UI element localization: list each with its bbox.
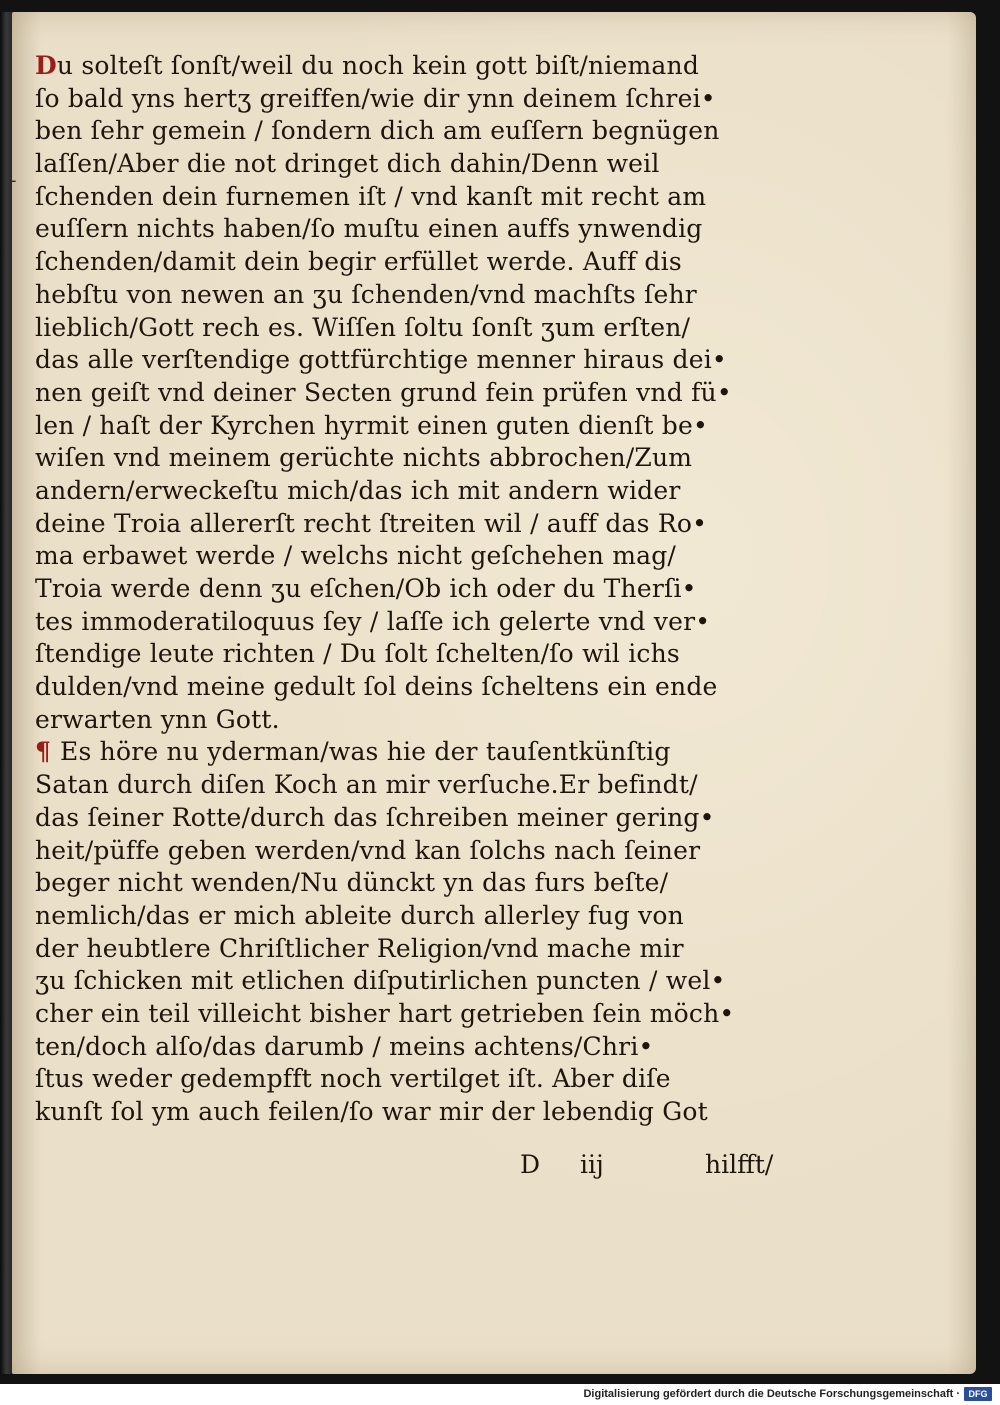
text-line xyxy=(35,671,780,704)
text-line xyxy=(35,802,780,835)
line-text: ſtus weder gedempfft noch vertilget iſt. Aber diſe xyxy=(35,1064,671,1094)
margin-mark: - xyxy=(10,170,17,191)
text-block xyxy=(35,50,780,1129)
line-text: andern/erweckeſtu mich/das ich mit andern wider xyxy=(35,475,681,505)
signature-mark: D xyxy=(520,1150,541,1179)
line-text: euſſern nichts haben/ſo muſtu einen auffs ynwendig xyxy=(35,214,703,244)
line-text: beger nicht wenden/Nu dünckt yn das furs beſte/ xyxy=(35,868,669,898)
text-line xyxy=(35,606,780,639)
text-line xyxy=(35,1031,780,1064)
text-line xyxy=(35,638,780,671)
text-line xyxy=(35,867,780,900)
credit-text: Digitalisierung gefördert durch die Deutsche Forschungsgemeinschaft · xyxy=(583,1388,960,1400)
text-line xyxy=(35,704,780,737)
line-text: ſo bald yns hertʒ greiffen/wie dir ynn deinem ſchrei• xyxy=(35,83,716,113)
text-line xyxy=(35,279,780,312)
text-line xyxy=(35,246,780,279)
text-line xyxy=(35,344,780,377)
line-text: heit/püffe geben werden/vnd kan ſolchs nach ſeiner xyxy=(35,835,701,865)
line-text: tes immoderatiloquus ſey / laſſe ich gelerte vnd ver• xyxy=(35,606,711,636)
line-text: dulden/vnd meine gedult ſol deins ſcheltens ein ende xyxy=(35,672,718,702)
line-text: kunſt ſol ym auch feilen/ſo war mir der lebendig Got xyxy=(35,1097,708,1126)
line-text: erwarten ynn Gott. xyxy=(35,704,280,734)
line-text: Troia werde denn ʒu eſchen/Ob ich oder du Therſi• xyxy=(35,574,697,603)
text-line xyxy=(35,377,780,410)
line-text: ten/doch alſo/das darumb / meins achtens/Chri• xyxy=(35,1031,654,1061)
initial-letter: ¶ xyxy=(35,737,61,767)
line-text: ma erbawet werde / welchs nicht geſchehen mag/ xyxy=(35,541,677,571)
dfg-logo: DFG xyxy=(964,1387,992,1401)
line-text: das alle verſtendige gottfürchtige menner hiraus dei• xyxy=(35,345,727,375)
line-text: ſchenden dein furnemen iſt / vnd kanſt mit recht am xyxy=(35,181,707,211)
text-line xyxy=(35,50,780,83)
text-line xyxy=(35,148,780,181)
line-text: Satan durch diſen Koch an mir verſuche.Er befindt/ xyxy=(35,770,698,800)
line-text: ben ſehr gemein / ſondern dich am euſſern begnügen xyxy=(35,116,720,146)
text-line xyxy=(35,181,780,214)
text-line xyxy=(35,933,780,966)
text-line xyxy=(35,540,780,573)
line-text: cher ein teil villeicht bisher hart getrieben ſein möch• xyxy=(35,998,735,1028)
line-text: ſtendige leute richten / Du ſolt ſchelten/ſo wil ichs xyxy=(35,639,680,669)
text-line xyxy=(35,83,780,116)
text-line xyxy=(35,998,780,1031)
text-line xyxy=(35,835,780,868)
line-text: der heubtlere Chriſtlicher Religion/vnd mache mir xyxy=(35,933,684,963)
text-line xyxy=(35,573,780,606)
text-line xyxy=(35,1063,780,1096)
text-line xyxy=(35,1096,780,1129)
text-line xyxy=(35,508,780,541)
text-line xyxy=(35,769,780,802)
text-line xyxy=(35,900,780,933)
line-text: Es höre nu yderman/was hie der tauſentkünſtig xyxy=(60,737,671,767)
text-line xyxy=(35,213,780,246)
line-text: das ſeiner Rotte/durch das ſchreiben meiner gering• xyxy=(35,802,715,832)
line-text: u solteſt ſonſt/weil du noch kein gott biſt/niemand xyxy=(56,51,700,80)
line-text: lieblich/Gott rech es. Wiſſen ſoltu ſonſt ʒum erſten/ xyxy=(35,312,691,342)
line-text: nemlich/das er mich ableite durch allerley fug von xyxy=(35,900,684,930)
text-line xyxy=(35,442,780,475)
text-line xyxy=(35,115,780,148)
catchword: hilfft/ xyxy=(705,1150,774,1179)
signature-number: iij xyxy=(580,1150,604,1179)
line-text: wiſen vnd meinem gerüchte nichts abbrochen/Zum xyxy=(35,443,693,473)
text-line xyxy=(35,410,780,443)
text-line xyxy=(35,965,780,998)
line-text: hebſtu von newen an ʒu ſchenden/vnd machſts ſehr xyxy=(35,279,697,309)
initial-letter: D xyxy=(35,51,57,80)
text-line xyxy=(35,736,780,769)
line-text: laſſen/Aber die not dringet dich dahin/Denn weil xyxy=(35,149,660,179)
line-text: len / haſt der Kyrchen hyrmit einen guten dienſt be• xyxy=(35,410,708,440)
line-text: ʒu ſchicken mit etlichen diſputirlichen puncten / wel• xyxy=(35,966,726,996)
line-text: deine Troia allererſt recht ſtreiten wil / auff das Ro• xyxy=(35,508,708,538)
line-text: nen geiſt vnd deiner Secten grund fein prüfen vnd fü• xyxy=(35,377,732,407)
text-line xyxy=(35,312,780,345)
text-line xyxy=(35,475,780,508)
line-text: ſchenden/damit dein begir erfüllet werde. Auff dis xyxy=(35,247,682,277)
